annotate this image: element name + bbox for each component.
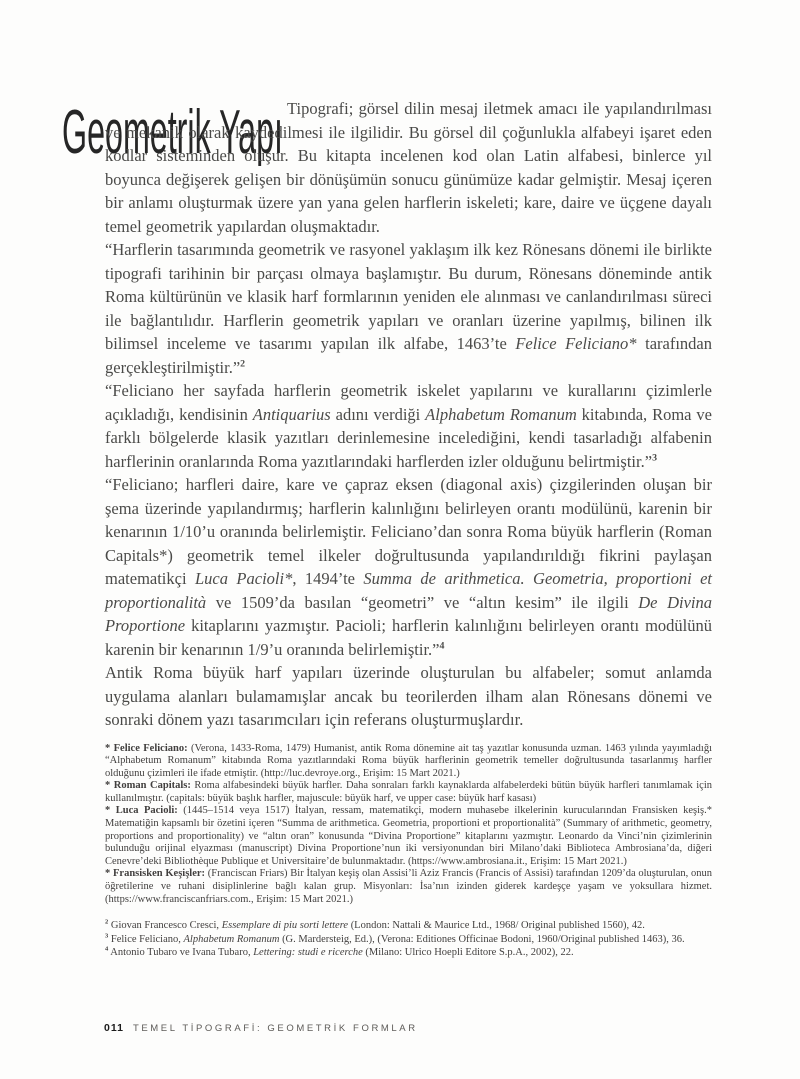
text-run: * Felice Feliciano: — [105, 742, 188, 754]
text-run: , 1494’te — [292, 569, 364, 588]
text-run: Antik Roma büyük harf yapıları üzerinde oluşturulan bu alfabeler; somut anlamda uygulama alanları bulamamışlar ancak bu teorilerden ilham alan Rönesans dönemi ve sonraki dönem yazı tasarımcıları için referans oluşturmuşlardır. — [105, 663, 712, 729]
text-run: Tipografi; görsel dilin mesaj iletmek amacı ile yapılandırılması ve mekanik olarak kaydedilmesi ile ilgilidir. Bu görsel dil çoğunlukla alfabeyi işaret eden kodlar sisteminden oluşur. Bu kitapta incelenen kod olan Latin alfabesi, binlerce yıl boyunca değişerek gelişen bir dönüşümün sonucu günümüze kadar gelmiştir. Mesaj içeren bir anlamı oluşturmak üzere yan yana gelen harflerin iskeleti; kare, daire ve üçgene dayalı temel geometrik yapılardan oluşmaktadır. — [105, 99, 712, 236]
text-run: * Fransisken Keşişler: — [105, 868, 206, 880]
text-run: Summa de arithmetica. Geometria, proportioni et proportionalità — [105, 569, 713, 612]
text-run: * Luca Pacioli: — [105, 805, 178, 817]
text-run: 4 — [439, 640, 445, 651]
text-run: (Franciscan Friars) Bir İtalyan keşiş olan Assisi’li Aziz Francis (Francis of Assisi) tarafından 1209’da oluşturulan, onun öğretilerine ve ruhani disiplinlerine bağlı kalan grup. Misyonları: İsa’nın izinden giderek kardeşçe yaşam ve yoksullara hizmet. (https://www.franciscanfriars.com., Erişim: 15 Mart 2021.) — [105, 868, 713, 905]
text-run: 2 — [105, 918, 109, 926]
text-run: Essemplare di piu sorti lettere — [221, 920, 349, 932]
text-run: adını verdiği — [330, 404, 426, 424]
text-run: Lettering: studi e ricerche — [253, 947, 363, 959]
text-run: 3 — [105, 932, 109, 940]
paragraph — [105, 379, 712, 473]
text-run: * Roman Capitals: — [105, 780, 191, 792]
text-run: De Divina Proportione — [105, 592, 712, 635]
footer-label: TEMEL TİPOGRAFİ: GEOMETRİK FORMLAR — [132, 1023, 418, 1034]
footnote — [105, 780, 712, 805]
text-run: (Milano: Ulrico Hoepli Editore S.p.A., 2002), 22. — [362, 947, 574, 959]
text-run: (1445–1514 veya 1517) İtalyan, ressam, matematikçi, modern muhasebe ilkelerinin kurucularından Fransisken keşiş.* Matematiğin kapsamlı bir özetini içeren “Summa de arithmetica. Geometria, proportioni et proportionalità” (Summary of arithmetic, geometry, proportions and proportionality) ve “altın oran” konusunda “Divina Proportione” kitaplarını yazmıştır. Leonardo da Vinci’nin çizimlerinin bulunduğu orijinal elyazması (manuscript) Divina Proportione’nun iki versiyonundan biri Milano’daki Biblioteca Ambrosiana’da, diğeri Cenevre’deki Bibliothèque Publique et Universitaire’de bulunmaktadır. (https://www.ambrosiana.it., Erişim: 15 Mart 2021.) — [105, 805, 712, 867]
text-run: Giovan Francesco Cresci, — [108, 920, 222, 932]
text-run: 2 — [240, 358, 246, 369]
page-number: 011 — [104, 1022, 124, 1034]
text-run: tarafından gerçekleştirilmiştir.” — [105, 334, 712, 377]
text-run: “Feliciano; harfleri daire, kare ve çapraz eksen (diagonal axis) çizgilerinden oluşan bir şema üzerinde yapılandırmış; harflerin kalınlığını belirleyen orantı modülünü, karenin bir kenarının 1/10’u oranında belirlemiştir. Feliciano’dan sonra Roma büyük harflerin (Roman Capitals*) geometrik temel ilkeler doğrultusunda yapılandırıldığı fikrini paylaşan matematikçi — [105, 475, 712, 588]
footnotes — [105, 743, 712, 907]
text-run: Felice Feliciano, — [108, 933, 184, 945]
footnote — [105, 868, 712, 906]
footnote — [105, 805, 712, 868]
text-run: Alphabetum Romanum — [425, 404, 577, 424]
text-run: 3 — [652, 452, 657, 463]
references — [105, 919, 712, 960]
text-run: Alphabetum Romanum — [183, 933, 280, 945]
text-run: (G. Mardersteig, Ed.), (Verona: Editiones Officinae Bodoni, 1960/Original published 1463), 36. — [279, 933, 685, 945]
text-run: Antonio Tubaro ve Ivana Tubaro, — [108, 947, 254, 959]
text-run: “Harflerin tasarımında geometrik ve rasyonel yaklaşım ilk kez Rönesans dönemi ile birlikte tipografi tarihinin bir parçası olmaya başlamıştır. Bu durum, Rönesans döneminde antik Roma kültürünün ve klasik harf formlarının yeniden ele alınması ve canlandırılması süreci ile bağlantılıdır. Harflerin geometrik yapıları ve oranları üzerine yapılmış, bilinen ilk bilimsel inceleme ve tasarımı yapılan ilk alfabe, 1463’te — [105, 240, 712, 353]
reference — [105, 933, 712, 947]
reference — [105, 946, 712, 960]
paragraph — [105, 97, 712, 238]
text-run: kitabında, Roma ve farklı bölgelerde klasik yazıtları derinlemesine incelediğini, kendi tasarladığı alfabenin harflerinin oranlarında Roma yazıtlarındaki harflerden izler olduğunu belirtmiştir.” — [105, 404, 712, 471]
text-run: Roma alfabesindeki büyük harfler. Daha sonraları farklı kaynaklarda alfabelerdeki bütün büyük harfleri tanımlamak için kullanılmıştır. (capitals: büyük başlık harfler, majuscule: büyük harf, ve upper case: büyük harf kasası) — [105, 780, 712, 804]
page-content — [105, 97, 712, 960]
paragraph — [105, 238, 712, 379]
text-run: ve 1509’da basılan “geometri” ve “altın kesim” ile ilgili — [206, 592, 639, 612]
footnote — [105, 743, 712, 781]
text-run: 4 — [105, 945, 109, 953]
reference — [105, 919, 712, 933]
text-run: (Verona, 1433-Roma, 1479) Humanist, antik Roma dönemine ait taş yazıtlar konusunda uzman. 1463 yılında yayımladığı “Alphabetum Romanum” kitabında Roma yazıtlarındaki Roma büyük harflerinin geometrik temeller doğrultusunda tasarlanmış harfler olduğunu çizimleri ile ifade etmiştir. (http://luc.devroye.org., Erişim: 15 Mart 2021.) — [105, 742, 713, 779]
page-footer — [104, 1018, 418, 1036]
paragraph — [105, 661, 712, 732]
text-run: Luca Pacioli* — [194, 569, 293, 588]
body-text — [105, 97, 712, 732]
text-run: (London: Nattali & Maurice Ltd., 1968/ Original published 1560), 42. — [348, 920, 645, 932]
text-run: “Feliciano her sayfada harflerin geometrik iskelet yapılarını ve kurallarını çizimlerle açıkladığı, kendisinin — [105, 381, 712, 424]
page-title: Geometrik Yapı — [62, 97, 284, 167]
text-run: Antiquarius — [252, 404, 331, 424]
paragraph — [105, 473, 712, 661]
text-run: kitaplarını yazmıştır. Pacioli; harflerin kalınlığını belirleyen orantı modülünü karenin bir kenarının 1/9’u oranında belirlemiştir.” — [105, 616, 712, 659]
text-run: Felice Feliciano* — [515, 334, 637, 353]
